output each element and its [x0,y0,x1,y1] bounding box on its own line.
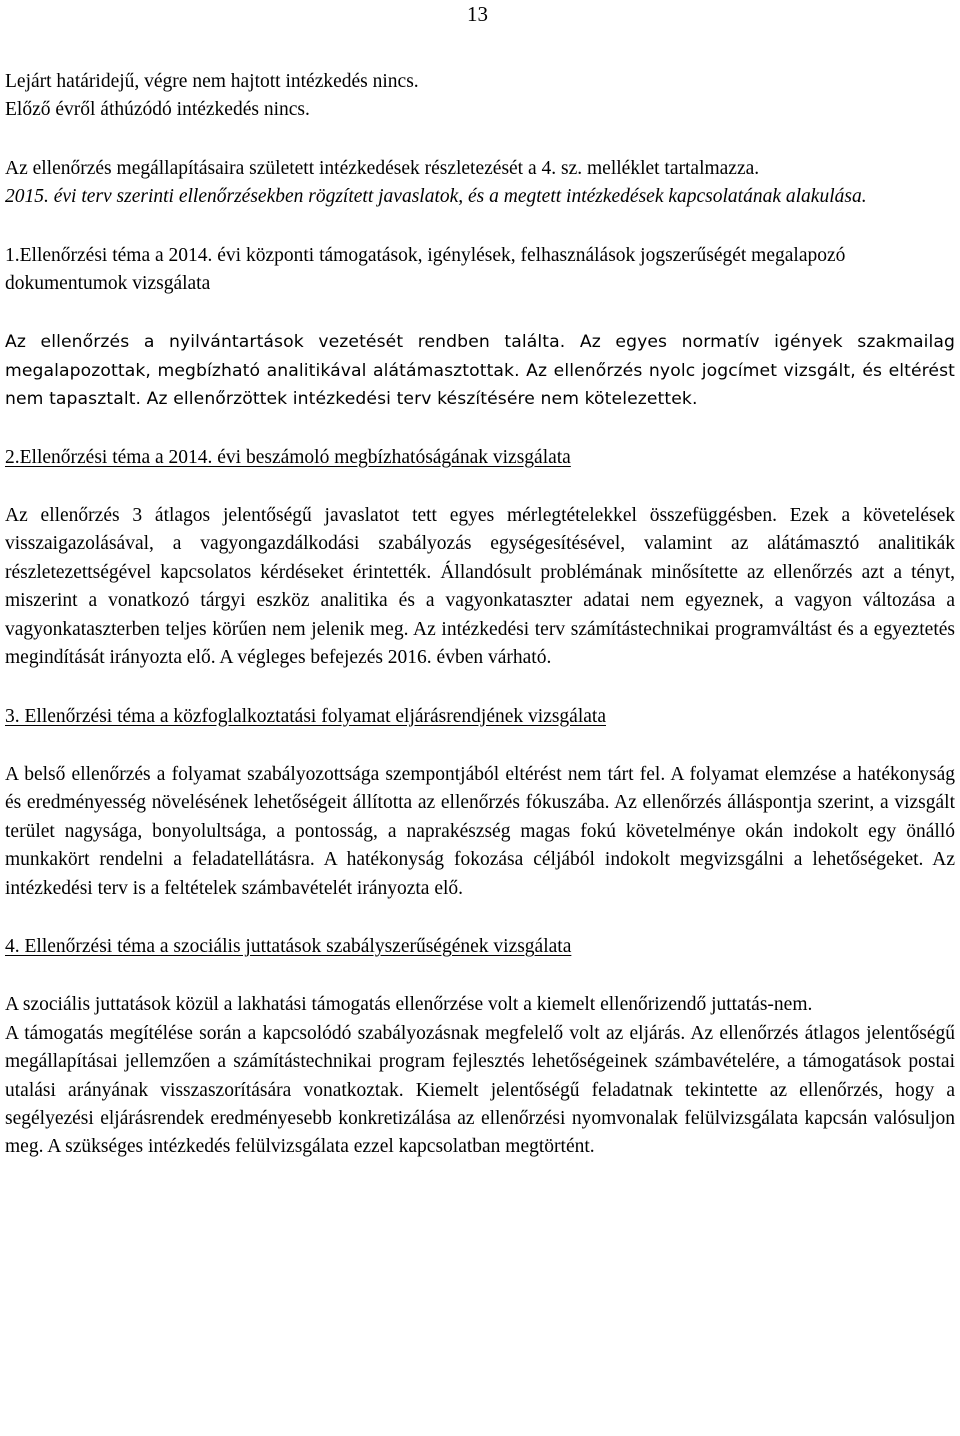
section-2-body: Az ellenőrzés 3 átlagos jelentőségű javaslatot tett egyes mérlegtételekkel összefüggésben. Ezek a követelések visszaigazolásával, a vagyongazdálkodási szabályozás egységesítésével, valamint az alátámasztó analitikák részletezettségével kapcsolatos kérdéseket érintették. Állandósult problémának minősítette az ellenőrzés azt a tényt, miszerint a vonatkozó tárgyi eszköz analitika és a vagyonkataszter adatai nem egyeznek, a vagyon változása a vagyonkataszterben teljes körűen nem jelenik meg. Az intézkedési terv számítástechnikai programváltást és a egyeztetés megindítását irányozta elő. A végleges befejezés 2016. évben várható. [5,505,955,669]
section-3-body: A belső ellenőrzés a folyamat szabályozottsága szempontjából eltérést nem tárt fel. A folyamat elemzése a hatékonyság és eredményesség növelésének lehetőségeit állította az ellenőrzés fókuszába. Az ellenőrzés álláspontja szerint, a vizsgált terület nagysága, bonyolultsága, a pontosság, a naprakészség magas fokú követelménye okán indokolt egy önálló munkakört rendelni a feladatellátásra. A hatékonyság fokozása céljából indokolt megvizsgálni a lehetőségeket. Az intézkedési terv is a feltételek számbavételét irányozta elő. [5,763,955,899]
section-4-body: A szociális juttatások közül a lakhatási támogatás ellenőrzése volt a kiemelt ellenőrizendő juttatás-nem. [5,994,813,1016]
spacer [5,961,955,991]
spacer [5,731,955,761]
section-1-body: Az ellenőrzés a nyilvántartások vezetését rendben találta. Az egyes normatív igények szakmailag megalapozottak, megbízható analitikával alátámasztottak. Az ellenőrzés nyolc jogcímet vizsgált, és eltérést nem tapasztalt. Az ellenőrzöttek intézkedési terv készítésére nem kötelezettek. [5,332,955,410]
section-3-heading: 3. Ellenőrzési téma a közfoglalkoztatási folyamat eljárásrendjének vizsgálata [5,705,606,727]
page-number: 13 [467,2,488,26]
spacer [5,472,955,502]
spacer [5,298,955,328]
subtitle-2015-plan: 2015. évi terv szerinti ellenőrzésekben rögzített javaslatok, és a megtett intézkedések kapcsolatának alakulása. [5,186,867,208]
document-page [5,68,955,1162]
spacer [5,414,955,444]
spacer [5,212,955,242]
no-overdue-measures-text: Lejárt határidejű, végre nem hajtott intézkedés nincs. [5,71,419,92]
section-1-heading: 1.Ellenőrzési téma a 2014. évi központi támogatások, igénylések, felhasználások jogszerűségét megalapozó dokumentumok vizsgálata [5,244,846,295]
annex-note-text: Az ellenőrzés megállapításaira született intézkedések részletezését a 4. sz. melléklet tartalmazza. [5,157,760,179]
spacer [5,903,955,933]
spacer [5,673,955,703]
section-4-body-continued: A támogatás megítélése során a kapcsolódó szabályozásnak megfelelő volt az eljárás. Az ellenőrzés átlagos jelentőségű megállapításai jellemzően a számítástechnikai program fejlesztés lehetőségeinek számbavételére, a támogatások postai utalási arányának visszaszorítására vonatkoztak. Kiemelt jelentőségű feladatnak tekintette az ellenőrzés, hogy a segélyezési eljárásrendek eredményesebb konkretizálása az ellenőrzési nyomvonalak felülvizsgálata kapcsán valósuljon meg. A szükséges intézkedés felülvizsgálata ezzel kapcsolatban megtörtént. [5,1022,955,1158]
no-carryover-measures-text: Előző évről áthúzódó intézkedés nincs. [5,99,310,121]
section-2-heading: 2.Ellenőrzési téma a 2014. évi beszámoló megbízhatóságának vizsgálata [5,446,571,468]
section-4-heading: 4. Ellenőrzési téma a szociális juttatások szabályszerűségének vizsgálata [5,935,572,957]
spacer [5,125,955,155]
